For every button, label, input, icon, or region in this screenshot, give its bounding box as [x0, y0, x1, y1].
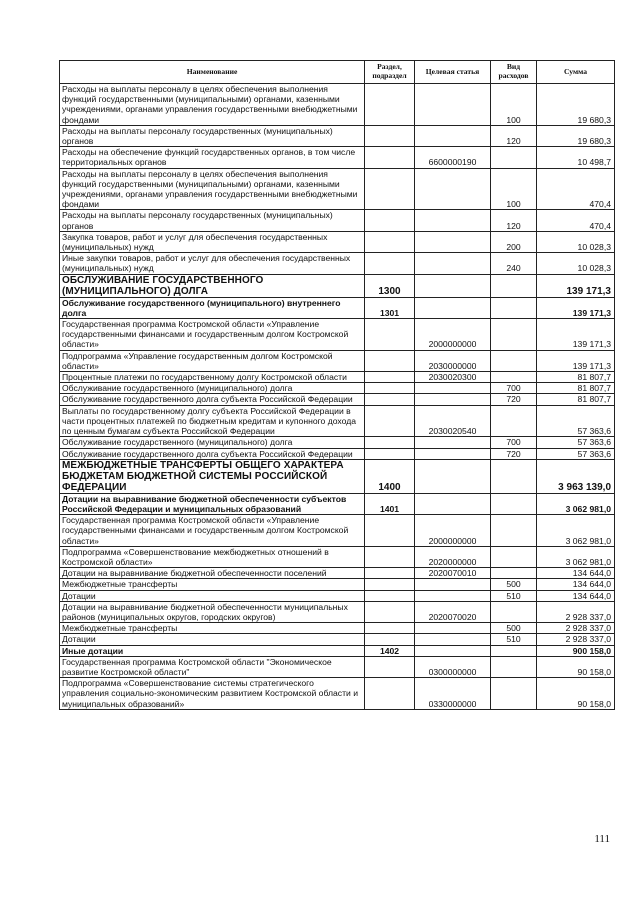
row-target-article — [415, 210, 491, 231]
budget-table — [59, 60, 615, 710]
row-section: 1300 — [365, 274, 415, 297]
row-section — [365, 678, 415, 710]
table-row — [60, 383, 615, 394]
row-sum: 139 171,3 — [537, 319, 615, 351]
table-row — [60, 274, 615, 297]
row-target-article — [415, 459, 491, 493]
row-target-article — [415, 579, 491, 590]
header-name: Наименование — [60, 61, 365, 84]
row-sum: 90 158,0 — [537, 678, 615, 710]
table-row — [60, 350, 615, 371]
table-row — [60, 493, 615, 514]
row-expense-type — [491, 405, 537, 437]
row-sum: 10 028,3 — [537, 231, 615, 252]
row-expense-type: 120 — [491, 125, 537, 146]
row-section: 1401 — [365, 493, 415, 514]
row-expense-type — [491, 147, 537, 168]
row-section — [365, 568, 415, 579]
row-name: Выплаты по государственному долгу субъекта Российской Федерации в части процентных платежей по бюджетным кредитам и купонного дохода по ценным бумагам субъекта Российской Федерации — [60, 405, 365, 437]
row-section — [365, 656, 415, 677]
row-section: 1400 — [365, 459, 415, 493]
row-name: Подпрограмма «Совершенствование системы стратегического управления социально-экономическим развитием Костромской области и муниципальных образований» — [60, 678, 365, 710]
row-expense-type: 120 — [491, 210, 537, 231]
page-number: 111 — [594, 833, 610, 845]
row-sum: 19 680,3 — [537, 84, 615, 126]
table-row — [60, 656, 615, 677]
row-name: Государственная программа Костромской области «Управление государственными финансами и государственным долгом Костромской области» — [60, 515, 365, 547]
table-row — [60, 601, 615, 622]
row-name: Межбюджетные трансферты — [60, 623, 365, 634]
row-expense-type — [491, 372, 537, 383]
row-name: Подпрограмма «Совершенствование межбюджетных отношений в Костромской области» — [60, 546, 365, 567]
row-sum: 139 171,3 — [537, 350, 615, 371]
table-row — [60, 297, 615, 318]
row-target-article — [415, 253, 491, 274]
row-section — [365, 394, 415, 405]
row-section — [365, 515, 415, 547]
table-row — [60, 319, 615, 351]
row-target-article — [415, 590, 491, 601]
row-target-article: 2000000000 — [415, 515, 491, 547]
row-name: Расходы на обеспечение функций государственных органов, в том числе территориальных органов — [60, 147, 365, 168]
row-name: Закупка товаров, работ и услуг для обеспечения государственных (муниципальных) нужд — [60, 231, 365, 252]
row-sum: 3 963 139,0 — [537, 459, 615, 493]
row-expense-type — [491, 645, 537, 656]
row-section: 1301 — [365, 297, 415, 318]
row-section — [365, 634, 415, 645]
row-name: МЕЖБЮДЖЕТНЫЕ ТРАНСФЕРТЫ ОБЩЕГО ХАРАКТЕРА БЮДЖЕТАМ БЮДЖЕТНОЙ СИСТЕМЫ РОССИЙСКОЙ ФЕДЕРАЦИИ — [60, 459, 365, 493]
row-expense-type: 240 — [491, 253, 537, 274]
row-sum: 2 928 337,0 — [537, 601, 615, 622]
row-target-article: 2000000000 — [415, 319, 491, 351]
row-sum: 10 498,7 — [537, 147, 615, 168]
row-section — [365, 448, 415, 459]
header-section: Раздел, подраздел — [365, 61, 415, 84]
row-name: Обслуживание государственного (муниципального) долга — [60, 437, 365, 448]
row-target-article: 0330000000 — [415, 678, 491, 710]
row-expense-type — [491, 546, 537, 567]
row-expense-type — [491, 274, 537, 297]
header-expense-type: Вид расходов — [491, 61, 537, 84]
header-target-article: Целевая статья — [415, 61, 491, 84]
row-sum: 81 807,7 — [537, 383, 615, 394]
row-sum: 3 062 981,0 — [537, 493, 615, 514]
row-section — [365, 601, 415, 622]
row-sum: 134 644,0 — [537, 568, 615, 579]
table-row — [60, 634, 615, 645]
row-sum: 81 807,7 — [537, 394, 615, 405]
table-row — [60, 448, 615, 459]
row-section — [365, 231, 415, 252]
row-name: Процентные платежи по государственному долгу Костромской области — [60, 372, 365, 383]
row-section — [365, 168, 415, 210]
header-sum: Сумма — [537, 61, 615, 84]
row-target-article — [415, 297, 491, 318]
row-expense-type — [491, 459, 537, 493]
table-row — [60, 623, 615, 634]
row-sum: 57 363,6 — [537, 405, 615, 437]
row-target-article: 2030020300 — [415, 372, 491, 383]
row-name: Государственная программа Костромской области «Управление государственными финансами и государственным долгом Костромской области» — [60, 319, 365, 351]
row-target-article — [415, 125, 491, 146]
row-expense-type: 700 — [491, 383, 537, 394]
row-expense-type: 100 — [491, 84, 537, 126]
row-name: Дотации на выравнивание бюджетной обеспеченности муниципальных районов (муниципальных округов, городских округов) — [60, 601, 365, 622]
row-expense-type — [491, 297, 537, 318]
table-row — [60, 405, 615, 437]
row-sum: 3 062 981,0 — [537, 546, 615, 567]
table-row — [60, 437, 615, 448]
row-name: ОБСЛУЖИВАНИЕ ГОСУДАРСТВЕННОГО (МУНИЦИПАЛЬНОГО) ДОЛГА — [60, 274, 365, 297]
row-name: Дотации — [60, 590, 365, 601]
row-section — [365, 437, 415, 448]
row-section — [365, 253, 415, 274]
row-sum: 81 807,7 — [537, 372, 615, 383]
row-expense-type: 700 — [491, 437, 537, 448]
table-row — [60, 568, 615, 579]
row-expense-type: 510 — [491, 634, 537, 645]
row-target-article — [415, 168, 491, 210]
row-target-article — [415, 437, 491, 448]
row-target-article: 2030020540 — [415, 405, 491, 437]
table-header-row — [60, 61, 615, 84]
row-target-article — [415, 634, 491, 645]
row-target-article — [415, 84, 491, 126]
table-row — [60, 678, 615, 710]
table-row — [60, 515, 615, 547]
table-row — [60, 231, 615, 252]
table-row — [60, 546, 615, 567]
row-sum: 19 680,3 — [537, 125, 615, 146]
row-expense-type — [491, 601, 537, 622]
row-name: Обслуживание государственного долга субъекта Российской Федерации — [60, 394, 365, 405]
row-target-article: 2020070020 — [415, 601, 491, 622]
row-section — [365, 590, 415, 601]
table-row — [60, 147, 615, 168]
row-section — [365, 372, 415, 383]
row-target-article — [415, 645, 491, 656]
row-sum: 134 644,0 — [537, 579, 615, 590]
row-expense-type — [491, 493, 537, 514]
row-section — [365, 84, 415, 126]
row-name: Межбюджетные трансферты — [60, 579, 365, 590]
row-name: Обслуживание государственного (муниципального) внутреннего долга — [60, 297, 365, 318]
table-row — [60, 459, 615, 493]
row-section — [365, 405, 415, 437]
row-sum: 10 028,3 — [537, 253, 615, 274]
row-sum: 3 062 981,0 — [537, 515, 615, 547]
row-expense-type: 500 — [491, 579, 537, 590]
row-section — [365, 383, 415, 394]
row-target-article: 6600000190 — [415, 147, 491, 168]
row-name: Иные закупки товаров, работ и услуг для обеспечения государственных (муниципальных) нужд — [60, 253, 365, 274]
row-target-article — [415, 394, 491, 405]
row-expense-type — [491, 515, 537, 547]
row-expense-type: 500 — [491, 623, 537, 634]
row-expense-type — [491, 568, 537, 579]
row-target-article: 2020070010 — [415, 568, 491, 579]
row-expense-type — [491, 319, 537, 351]
row-name: Иные дотации — [60, 645, 365, 656]
row-target-article — [415, 231, 491, 252]
row-sum: 57 363,6 — [537, 448, 615, 459]
row-name: Дотации — [60, 634, 365, 645]
row-sum: 90 158,0 — [537, 656, 615, 677]
row-name: Обслуживание государственного долга субъекта Российской Федерации — [60, 448, 365, 459]
row-sum: 139 171,3 — [537, 297, 615, 318]
table-row — [60, 168, 615, 210]
table-row — [60, 125, 615, 146]
row-section — [365, 579, 415, 590]
row-name: Дотации на выравнивание бюджетной обеспеченности поселений — [60, 568, 365, 579]
row-expense-type — [491, 656, 537, 677]
row-sum: 900 158,0 — [537, 645, 615, 656]
row-expense-type: 510 — [491, 590, 537, 601]
row-target-article — [415, 274, 491, 297]
table-row — [60, 210, 615, 231]
row-expense-type: 720 — [491, 448, 537, 459]
row-name: Расходы на выплаты персоналу государственных (муниципальных) органов — [60, 210, 365, 231]
row-expense-type — [491, 350, 537, 371]
table-row — [60, 394, 615, 405]
table-row — [60, 645, 615, 656]
row-expense-type: 100 — [491, 168, 537, 210]
row-name: Подпрограмма «Управление государственным долгом Костромской области» — [60, 350, 365, 371]
table-row — [60, 590, 615, 601]
row-name: Расходы на выплаты персоналу в целях обеспечения выполнения функций государственными (муниципальными) органами, казенными учреждениями, органами управления государственными внебюджетными фондами — [60, 84, 365, 126]
row-sum: 470,4 — [537, 210, 615, 231]
row-sum: 134 644,0 — [537, 590, 615, 601]
row-section — [365, 147, 415, 168]
row-section: 1402 — [365, 645, 415, 656]
row-name: Дотации на выравнивание бюджетной обеспеченности субъектов Российской Федерации и муниципальных образований — [60, 493, 365, 514]
row-target-article: 2030000000 — [415, 350, 491, 371]
row-name: Расходы на выплаты персоналу государственных (муниципальных) органов — [60, 125, 365, 146]
row-target-article — [415, 448, 491, 459]
row-expense-type: 200 — [491, 231, 537, 252]
row-sum: 139 171,3 — [537, 274, 615, 297]
table-row — [60, 84, 615, 126]
row-expense-type — [491, 678, 537, 710]
row-sum: 2 928 337,0 — [537, 634, 615, 645]
row-sum: 2 928 337,0 — [537, 623, 615, 634]
row-target-article — [415, 383, 491, 394]
row-name: Государственная программа Костромской области "Экономическое развитие Костромской области" — [60, 656, 365, 677]
row-name: Расходы на выплаты персоналу в целях обеспечения выполнения функций государственными (муниципальными) органами, казенными учреждениями, органами управления государственными внебюджетными фондами — [60, 168, 365, 210]
row-section — [365, 623, 415, 634]
row-section — [365, 350, 415, 371]
table-row — [60, 579, 615, 590]
row-sum: 57 363,6 — [537, 437, 615, 448]
row-section — [365, 546, 415, 567]
budget-table-page — [59, 60, 614, 710]
row-target-article: 2020000000 — [415, 546, 491, 567]
row-name: Обслуживание государственного (муниципального) долга — [60, 383, 365, 394]
row-expense-type: 720 — [491, 394, 537, 405]
row-target-article — [415, 493, 491, 514]
row-target-article: 0300000000 — [415, 656, 491, 677]
table-row — [60, 253, 615, 274]
table-row — [60, 372, 615, 383]
row-sum: 470,4 — [537, 168, 615, 210]
row-section — [365, 319, 415, 351]
row-target-article — [415, 623, 491, 634]
row-section — [365, 210, 415, 231]
row-section — [365, 125, 415, 146]
